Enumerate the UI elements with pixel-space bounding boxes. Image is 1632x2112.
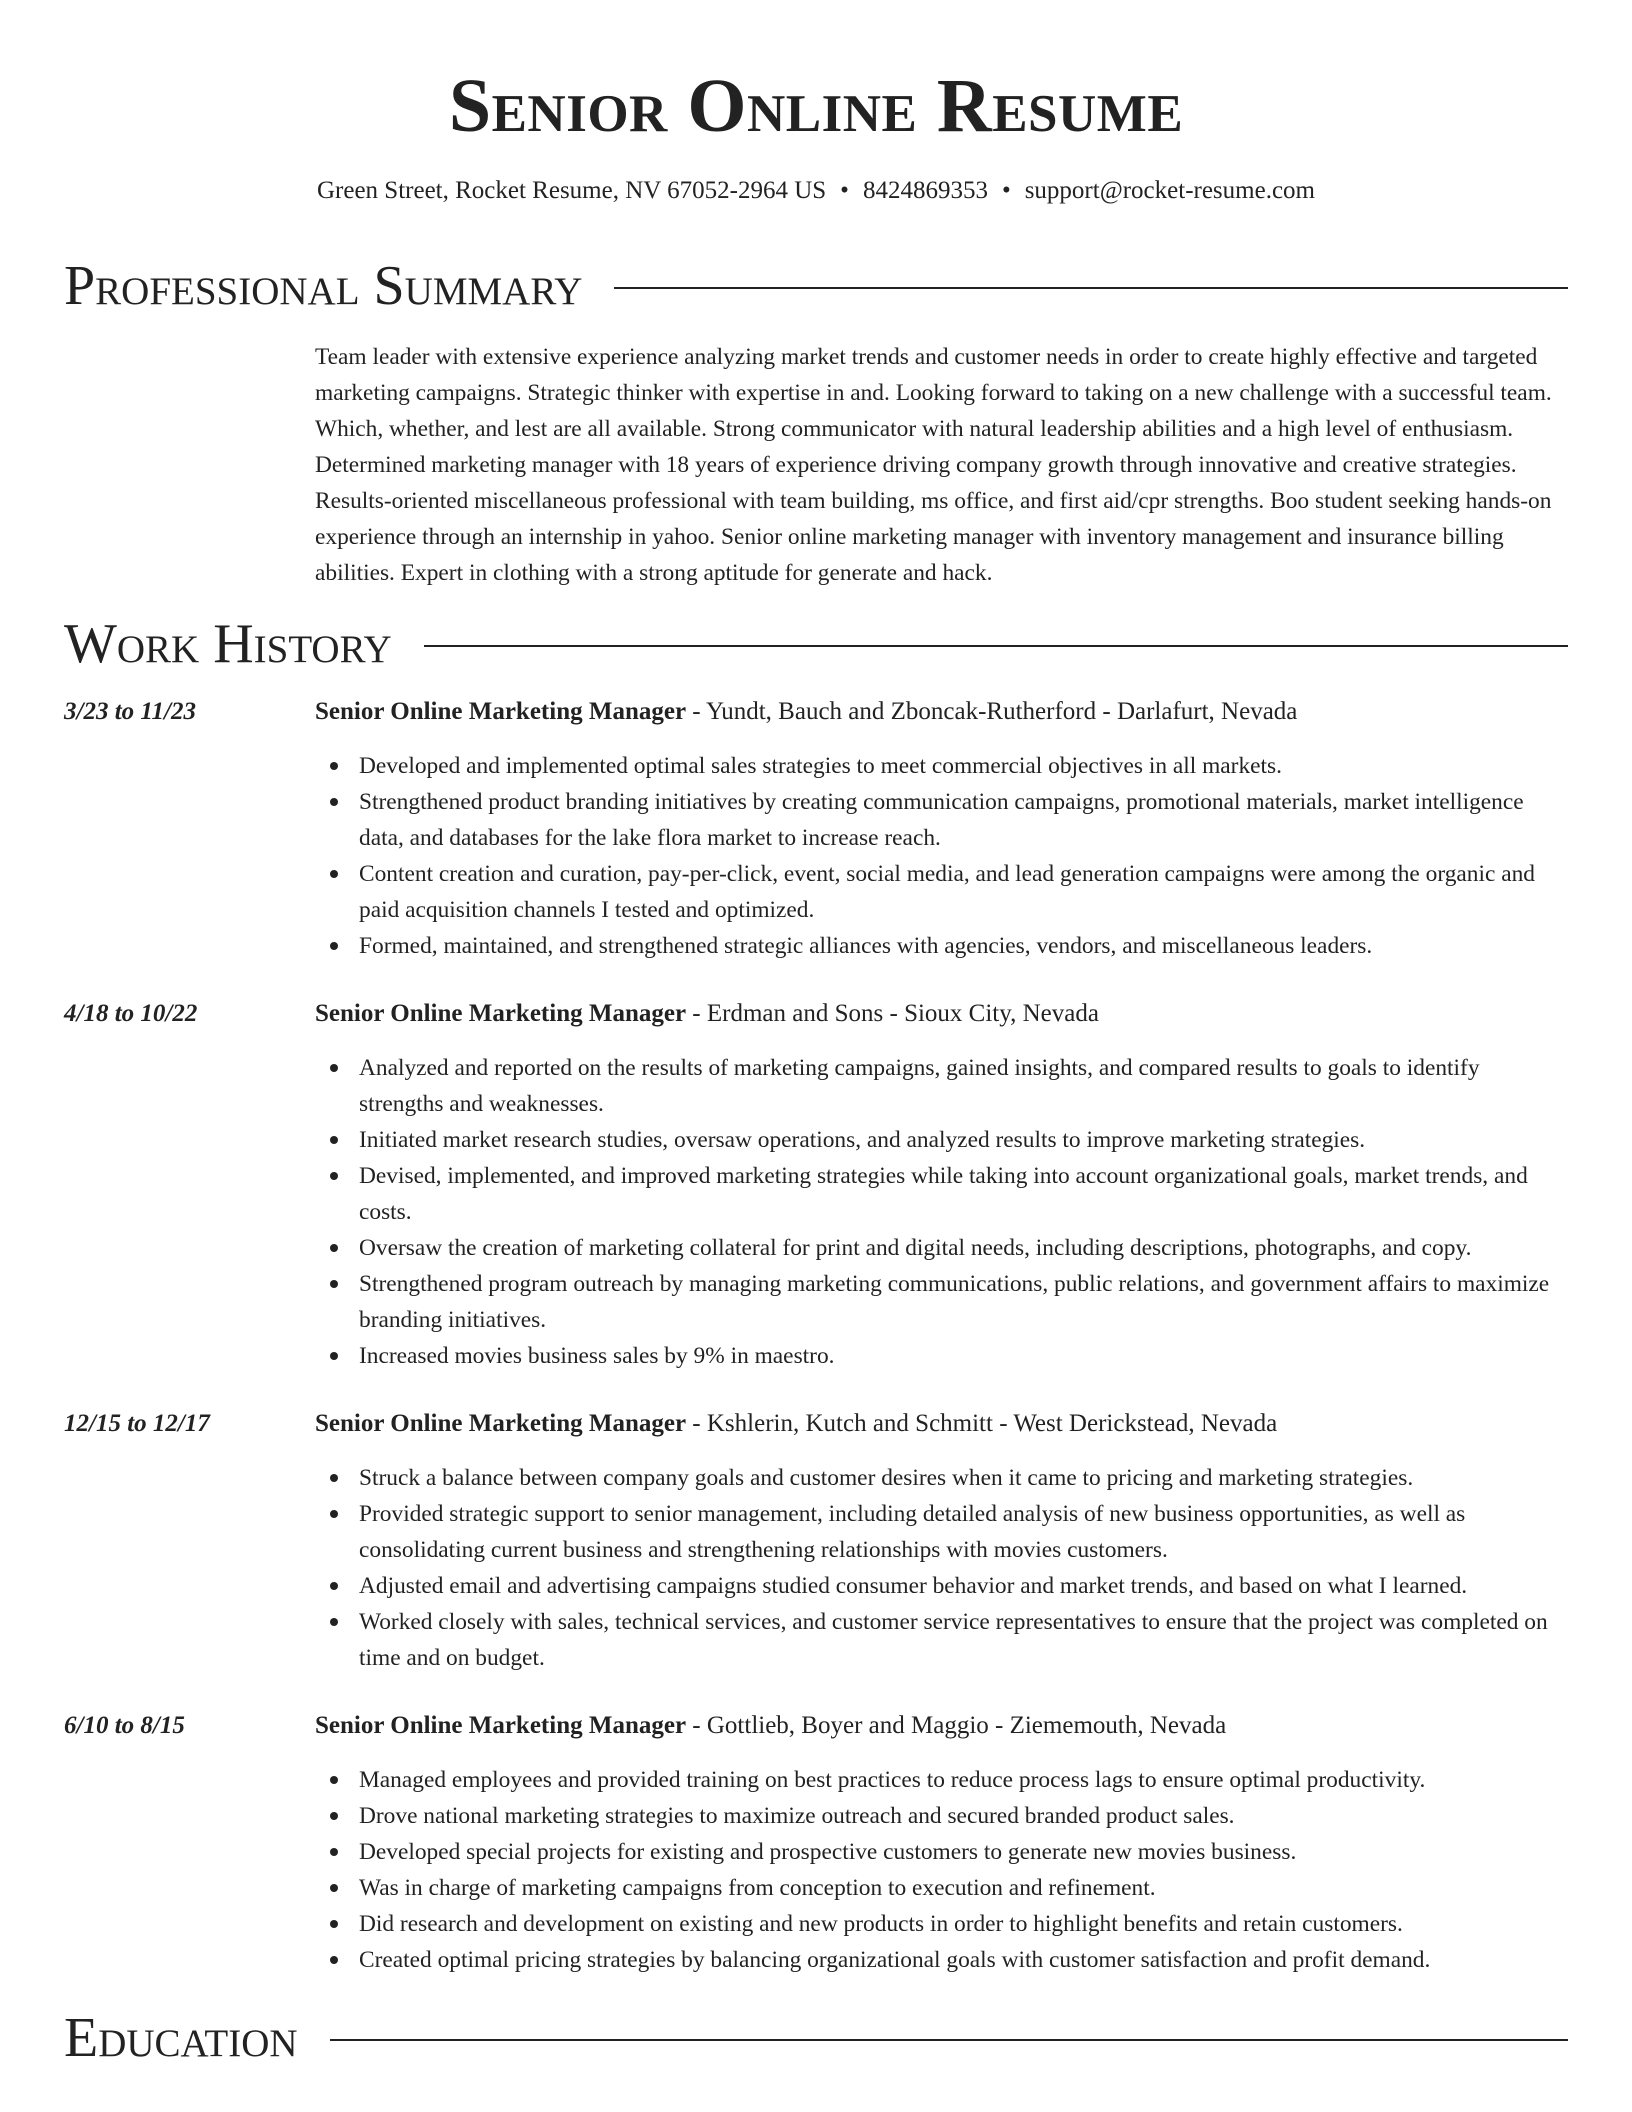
job-bullets [315,1762,1569,1978]
list-item: Developed special projects for existing and prospective customers to generate new movies business. [315,1834,1569,1870]
job-dates: 3/23 to 11/23 [64,698,196,725]
job-header [315,996,1569,1032]
list-item: Formed, maintained, and strengthened strategic alliances with agencies, vendors, and miscellaneous leaders. [315,928,1569,964]
job-header [315,694,1569,730]
list-item: Oversaw the creation of marketing collateral for print and digital needs, including descriptions, photographs, and copy. [315,1230,1569,1266]
list-item: Was in charge of marketing campaigns from conception to execution and refinement. [315,1870,1569,1906]
contact-phone: 8424869353 [862,177,988,204]
list-item: Initiated market research studies, oversaw operations, and analyzed results to improve marketing strategies. [315,1122,1569,1158]
work-history-heading: Work History [64,613,392,675]
list-item: Developed and implemented optimal sales strategies to meet commercial objectives in all markets. [315,748,1569,784]
contact-line [0,174,1632,208]
job-role: Senior Online Marketing Manager [315,698,687,725]
job-employer: - Yundt, Bauch and Zboncak-Rutherford - Darlafurt, Nevada [686,698,1298,725]
list-item: Struck a balance between company goals and customer desires when it came to pricing and marketing strategies. [315,1460,1569,1496]
list-item: Adjusted email and advertising campaigns studied consumer behavior and market trends, and based on what I learned. [315,1568,1569,1604]
list-item: Increased movies business sales by 9% in maestro. [315,1338,1569,1374]
job-bullets [315,1460,1569,1676]
list-item: Strengthened program outreach by managing marketing communications, public relations, and government affairs to maximize branding initiatives. [315,1266,1569,1338]
job-role: Senior Online Marketing Manager [315,1000,687,1027]
job-bullets [315,748,1569,964]
section-divider [330,2039,1568,2041]
section-divider [424,645,1568,647]
list-item: Worked closely with sales, technical services, and customer service representatives to ensure that the project was completed on time and on budget. [315,1604,1569,1676]
job-header [315,1406,1569,1442]
summary-text: Team leader with extensive experience analyzing market trends and customer needs in order to create highly effective and targeted marketing campaigns. Strategic thinker with expertise in and. Looking forward to taking on a new challenge with a successful team. Which, whether, and lest are all available. Strong communicator with natural leadership abilities and a high level of enthusiasm. Determined marketing manager with 18 years of experience driving company growth through innovative and creative strategies. Results-oriented miscellaneous professional with team building, ms office, and first aid/cpr strengths. Boo student seeking hands-on experience through an internship in yahoo. Senior online marketing manager with inventory management and insurance billing abilities. Expert in clothing with a strong aptitude for generate and hack. [315,344,1552,586]
contact-separator: • [840,177,849,204]
list-item: Strengthened product branding initiatives by creating communication campaigns, promotional materials, market intelligence data, and databases for the lake flora market to increase reach. [315,784,1569,856]
education-heading: Education [64,2007,298,2069]
summary-heading: Professional Summary [64,255,583,317]
resume-name: Senior Online Resume [448,64,1184,148]
job-employer: - Erdman and Sons - Sioux City, Nevada [686,1000,1099,1027]
list-item: Provided strategic support to senior management, including detailed analysis of new business opportunities, as well as consolidating current business and strengthening relationships with movies customers. [315,1496,1569,1568]
section-divider [614,287,1568,289]
education-section-heading [64,2006,1568,2070]
contact-address: Green Street, Rocket Resume, NV 67052-2964 US [316,177,827,204]
job-dates: 4/18 to 10/22 [64,1000,198,1027]
list-item: Did research and development on existing and new products in order to highlight benefits and retain customers. [315,1906,1569,1942]
job-role: Senior Online Marketing Manager [315,1712,687,1739]
job-bullets [315,1050,1569,1374]
work-history-section-heading [64,612,1568,676]
job-employer: - Kshlerin, Kutch and Schmitt - West Derickstead, Nevada [686,1410,1278,1437]
list-item: Content creation and curation, pay-per-click, event, social media, and lead generation campaigns were among the organic and paid acquisition channels I tested and optimized. [315,856,1569,928]
job-employer: - Gottlieb, Boyer and Maggio - Ziememouth, Nevada [686,1712,1227,1739]
list-item: Created optimal pricing strategies by balancing organizational goals with customer satisfaction and profit demand. [315,1942,1569,1978]
job-header [315,1708,1569,1744]
job-role: Senior Online Marketing Manager [315,1410,687,1437]
list-item: Drove national marketing strategies to maximize outreach and secured branded product sales. [315,1798,1569,1834]
list-item: Analyzed and reported on the results of marketing campaigns, gained insights, and compared results to goals to identify strengths and weaknesses. [315,1050,1569,1122]
summary-section-heading [64,254,1568,318]
list-item: Managed employees and provided training on best practices to reduce process lags to ensure optimal productivity. [315,1762,1569,1798]
list-item: Devised, implemented, and improved marketing strategies while taking into account organizational goals, market trends, and costs. [315,1158,1569,1230]
job-dates: 6/10 to 8/15 [64,1712,185,1739]
job-dates: 12/15 to 12/17 [64,1410,210,1437]
contact-separator: • [1001,177,1011,204]
contact-email: support@rocket-resume.com [1024,177,1315,204]
